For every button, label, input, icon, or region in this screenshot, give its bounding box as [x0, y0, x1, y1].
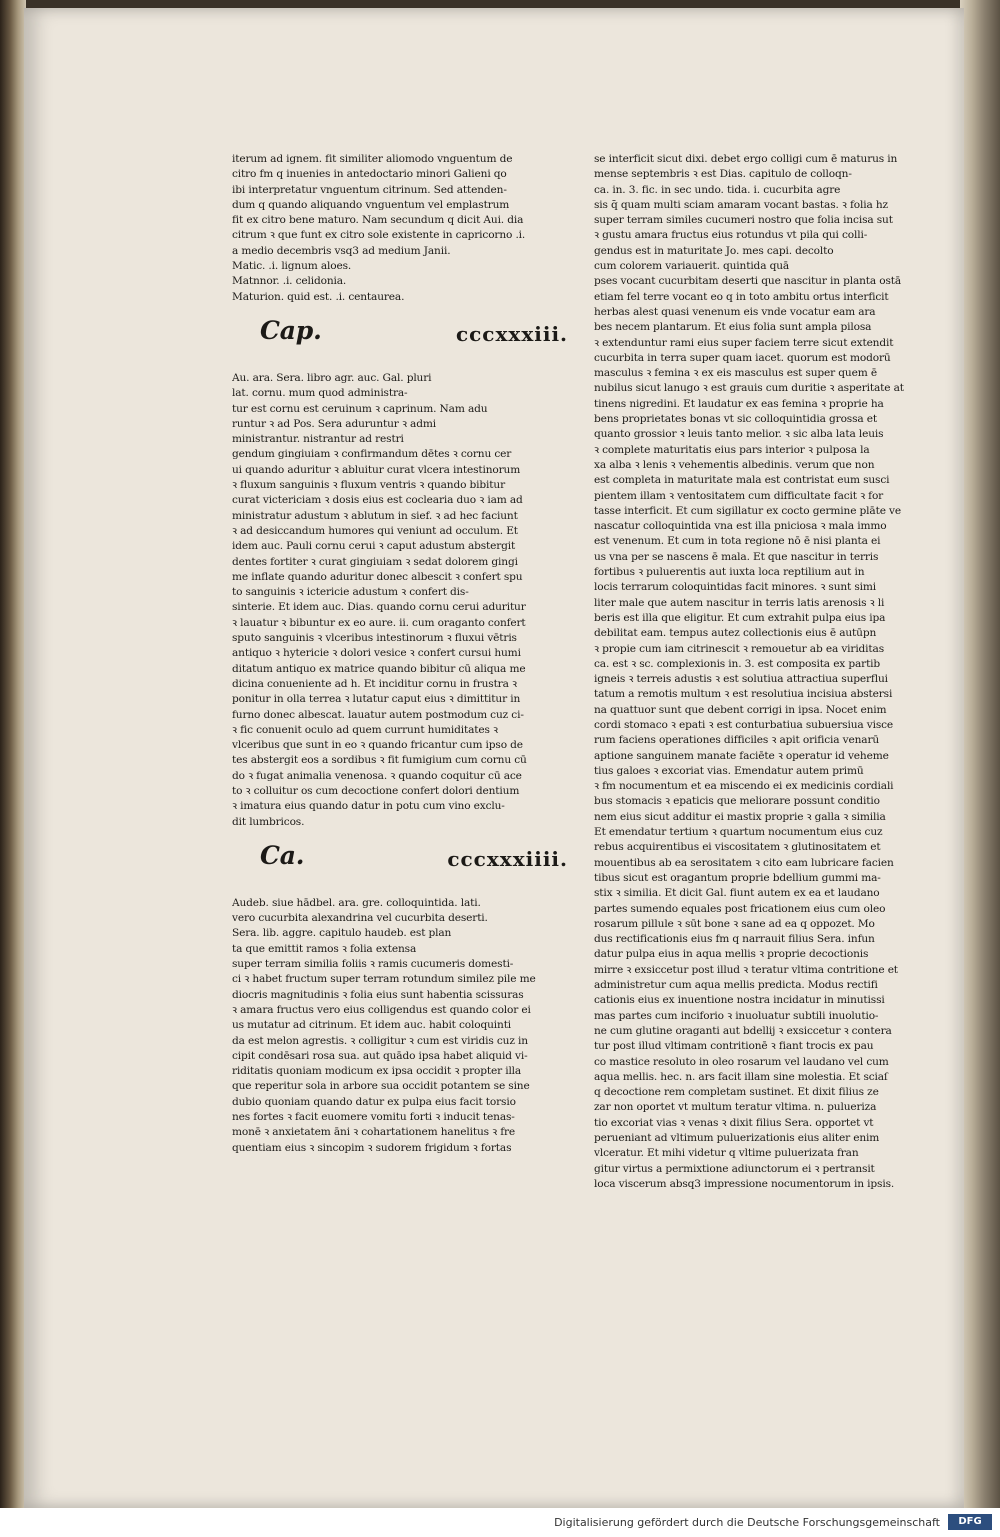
text-line: super terram similia foliis ꝛ ramis cucumeris domesti- — [232, 958, 514, 971]
text-line: Au. ara. Sera. libro agr. auc. Gal. pluri — [232, 371, 432, 384]
text-line: Et emendatur tertium ꝛ quartum nocumentum eius cuz — [594, 826, 883, 839]
text-line: vlceratur. Et mihi videtur q vltime puluerizata fran — [594, 1147, 859, 1160]
text-line: co mastice resoluto in oleo rosarum vel laudano vel cum — [594, 1055, 889, 1068]
text-line: administretur cum aqua mellis predicta. Modus rectifi — [594, 979, 878, 992]
chapter-heading-334 — [232, 840, 568, 882]
text-line: me inflate quando aduritur donec albescit ꝛ confert spu — [232, 570, 523, 583]
text-line: ca. est ꝛ sc. complexionis in. 3. est composita ex partib — [594, 657, 881, 670]
text-line: to ꝛ colluitur os cum decoctione confert dolori dentium — [232, 784, 520, 797]
text-line: rum faciens operationes difficiles ꝛ apit orificia venarū — [594, 734, 880, 747]
text-line: pientem illam ꝛ ventositatem cum difficultate facit ꝛ for — [594, 489, 884, 502]
chapter-334-text — [232, 896, 568, 1156]
text-line: nem eius sicut additur ei mastix proprie ꝛ galla ꝛ similia — [594, 810, 886, 823]
text-line: liter male que autem nascitur in terris latis arenosis ꝛ li — [594, 596, 885, 609]
text-line: xa alba ꝛ lenis ꝛ vehementis albedinis. verum que non — [594, 458, 875, 471]
text-line: gendum gingiuiam ꝛ confirmandum dētes ꝛ cornu cer — [232, 448, 512, 461]
right-column-text — [594, 152, 912, 1192]
text-line: mouentibus ab ea serositatem ꝛ cito eam lubricare facien — [594, 856, 894, 869]
text-line: tatum a remotis multum ꝛ est resolutiua incisiua abstersi — [594, 688, 893, 701]
text-line: aqua mellis. hec. n. ars facit illam sine molestia. Et sciaſ — [594, 1070, 888, 1083]
text-line: ibi interpretatur vnguentum citrinum. Sed attenden- — [232, 183, 507, 196]
text-line: debilitat eam. tempus autez collectionis eius ē autūpn — [594, 627, 877, 640]
text-line: dubio quoniam quando datur ex pulpa eius facit torsio — [232, 1095, 516, 1108]
text-line: tinens nigredini. Et laudatur ex eas femina ꝛ proprie ha — [594, 397, 884, 410]
text-line: sis q̄ quam multi sciam amaram vocant bastas. ꝛ folia hz — [594, 198, 888, 211]
text-line: cucurbita in terra super quam iacet. quorum est modorū — [594, 351, 891, 364]
text-line: Matic. .i. lignum aloes. — [232, 260, 352, 273]
footer-credit: Digitalisierung gefördert durch die Deutsche Forschungsgemeinschaft — [554, 1516, 940, 1529]
text-line: partes sumendo equales post fricationem eius cum oleo — [594, 902, 886, 915]
text-line: Matnnor. .i. celidonia. — [232, 275, 347, 288]
text-line: runtur ꝛ ad Pos. Sera aduruntur ꝛ admi — [232, 417, 436, 430]
text-line: citrum ꝛ que funt ex citro sole existente in capricorno .i. — [232, 229, 526, 242]
text-line: citro fm q inuenies in antedoctario minori Galieni qo — [232, 168, 507, 181]
text-line: diocris magnitudinis ꝛ folia eius sunt habentia scissuras — [232, 988, 524, 1001]
text-line: tibus sicut est oragantum proprie bdellium gummi ma- — [594, 871, 881, 884]
text-line: us mutatur ad citrinum. Et idem auc. habit coloquinti — [232, 1019, 512, 1032]
chapter-heading-333 — [232, 315, 568, 357]
chapter-333-text — [232, 371, 568, 830]
text-line: mense septembris ꝛ est Dias. capitulo de colloqn- — [594, 168, 852, 181]
text-line: igneis ꝛ terreis adustis ꝛ est solutiua attractiua superflui — [594, 673, 888, 686]
text-line: aptione sanguinem manate faciēte ꝛ operatur id veheme — [594, 749, 889, 762]
text-line: gendus est in maturitate Jo. mes capi. decolto — [594, 244, 834, 257]
text-line: ꝛ gustu amara fructus eius rotundus vt pila qui colli- — [594, 229, 868, 242]
text-line: a medio decembris vsq3 ad medium Janii. — [232, 244, 451, 257]
text-line: stix ꝛ similia. Et dicit Gal. fiunt autem ex ea et laudano — [594, 887, 880, 900]
text-line: do ꝛ fugat animalia venenosa. ꝛ quando coquitur cū ace — [232, 769, 522, 782]
text-line: est venenum. Et cum in tota regione nō ē nisi planta ei — [594, 535, 881, 548]
text-line: iterum ad ignem. fit similiter aliomodo vnguentum de — [232, 153, 513, 165]
right-text-column — [594, 152, 912, 1192]
text-line: ꝛ extenduntur rami eius super faciem terre sicut extendit — [594, 336, 894, 349]
text-line: furno donec albescat. lauatur autem postmodum cuz ci- — [232, 708, 524, 721]
text-line: vlceribus que sunt in eo ꝛ quando fricantur cum ipso de — [232, 739, 523, 752]
text-line: rebus acquirentibus ei viscositatem ꝛ glutinositatem et — [594, 841, 881, 854]
text-line: ꝛ fic conuenit oculo ad quem currunt humiditates ꝛ — [232, 723, 498, 736]
text-line: Sera. lib. aggre. capitulo haudeb. est plan — [232, 927, 452, 940]
text-line: ꝛ fm nocumentum et ea miscendo ei ex medicinis cordiali — [594, 780, 894, 793]
text-line: ca. in. 3. fic. in sec undo. tida. i. cucurbita agre — [594, 183, 841, 196]
digitization-footer — [0, 1508, 1000, 1537]
text-line: ꝛ lauatur ꝛ bibuntur ex eo aure. ii. cum oraganto confert — [232, 616, 526, 629]
text-line: us vna per se nascens ē mala. Et que nascitur in terris — [594, 550, 879, 563]
text-line: est completa in maturitate mala est contristat eum susci — [594, 474, 890, 487]
text-line: Maturion. quid est. .i. centaurea. — [232, 290, 405, 303]
chapter-label: Ca. — [260, 840, 305, 870]
text-line: vero cucurbita alexandrina vel cucurbita deserti. — [232, 912, 488, 925]
text-line: ta que emittit ramos ꝛ folia extensa — [232, 942, 417, 955]
text-line: tes abstergit eos a sordibus ꝛ fit fumigium cum cornu cū — [232, 754, 527, 767]
chapter-number: cccxxxiii. — [455, 321, 568, 346]
text-line: monē ꝛ anxietatem āni ꝛ cohartationem hanelitus ꝛ fre — [232, 1126, 516, 1139]
text-line: tur post illud vltimam contritionē ꝛ fiant trocis ex pau — [594, 1040, 874, 1053]
text-line: na quattuor sunt que debent corrigi in ipsa. Nocet enim — [594, 703, 887, 716]
text-line: nes fortes ꝛ facit euomere vomitu forti ꝛ inducit tenas- — [232, 1111, 515, 1124]
text-line: nubilus sicut lanugo ꝛ est grauis cum duritie ꝛ asperitate at — [594, 382, 904, 395]
text-line: pses vocant cucurbitam deserti que nascitur in planta ostā — [594, 275, 902, 288]
text-line: ne cum glutine oraganti aut bdellij ꝛ exsiccetur ꝛ contera — [594, 1024, 892, 1037]
text-line: tur est cornu est ceruinum ꝛ caprinum. Nam adu — [232, 402, 488, 415]
text-line: cipit condēsari rosa sua. aut quādo ipsa habet aliquid vi- — [232, 1049, 528, 1062]
text-line: sputo sanguinis ꝛ vlceribus intestinorum ꝛ fluxui vētris — [232, 632, 517, 645]
text-line: ꝛ ad desiccandum humores qui veniunt ad occulum. Et — [232, 524, 518, 537]
text-line: sinterie. Et idem auc. Dias. quando cornu cerui aduritur — [232, 601, 526, 614]
text-line: dentes fortiter ꝛ curat gingiuiam ꝛ sedat dolorem gingi — [232, 555, 518, 568]
text-line: ministratur adustum ꝛ ablutum in sief. ꝛ ad hec faciunt — [232, 509, 518, 522]
text-line: Audeb. siue hādbel. ara. gre. colloquintida. lati. — [232, 896, 481, 909]
text-line: cum colorem variauerit. quintida quā — [594, 260, 790, 273]
text-line: ꝛ complete maturitatis eius pars interior ꝛ pulposa la — [594, 443, 870, 456]
text-line: ponitur in olla terrea ꝛ lutatur caput eius ꝛ dimittitur in — [232, 693, 521, 706]
text-line: tasse interficit. Et cum sigillatur ex cocto germine plāte ve — [594, 504, 901, 517]
text-line: mirre ꝛ exsiccetur post illud ꝛ teratur vltima contritione et — [594, 963, 898, 976]
text-line: dus rectificationis eius fm q narrauit filius Sera. infun — [594, 933, 875, 946]
text-line: fit ex citro bene maturo. Nam secundum q dicit Aui. dia — [232, 214, 524, 227]
text-line: dit lumbricos. — [232, 815, 305, 828]
text-line: ui quando aduritur ꝛ abluitur curat vlcera intestinorum — [232, 463, 521, 476]
text-line: nascatur colloquintida vna est illa pniciosa ꝛ mala immo — [594, 520, 887, 533]
text-line: que reperitur sola in arbore sua occidit potantem se sine — [232, 1080, 530, 1093]
text-line: etiam fel terre vocant eo q in toto ambitu ortus interficit — [594, 290, 889, 303]
text-line: ministrantur. nistrantur ad restri — [232, 433, 404, 446]
text-line: tio excoriat vias ꝛ venas ꝛ dixit filius Sera. opportet vt — [594, 1116, 874, 1129]
text-line: bes necem plantarum. Et eius folia sunt ampla pilosa — [594, 321, 872, 334]
text-line: riditatis quoniam modicum ex ipsa occidit ꝛ propter illa — [232, 1065, 522, 1078]
text-line: ꝛ propie cum iam citrinescit ꝛ remouetur ab ea viriditas — [594, 642, 884, 655]
text-line: quentiam eius ꝛ sincopim ꝛ sudorem frigidum ꝛ fortas — [232, 1141, 512, 1154]
text-line: perueniant ad vltimum puluerizationis eius aliter enim — [594, 1132, 880, 1144]
chapter-number: cccxxxiiii. — [447, 846, 568, 871]
text-line: beris est illa que eligitur. Et cum extrahit pulpa eius ipa — [594, 611, 886, 624]
text-line: dum q quando aliquando vnguentum vel emplastrum — [232, 198, 510, 211]
text-line: ꝛ imatura eius quando datur in potu cum vino exclu- — [232, 800, 505, 813]
text-line: herbas alest quasi venenum eis vnde vocatur eam ara — [594, 305, 876, 318]
left-top-block — [232, 152, 568, 305]
text-line: da est melon agrestis. ꝛ colligitur ꝛ cum est viridis cuz in — [232, 1034, 528, 1047]
text-line: zar non oportet vt multum teratur vltima. n. pulueriza — [594, 1101, 877, 1114]
dfg-logo: DFG — [948, 1514, 992, 1530]
text-line: rosarum pillule ꝛ sūt bone ꝛ sane ad ea q oppozet. Mo — [594, 917, 875, 930]
text-line: lat. cornu. mum quod administra- — [232, 387, 408, 400]
text-line: curat victericiam ꝛ dosis eius est coclearia duo ꝛ iam ad — [232, 494, 523, 507]
text-line: datur pulpa eius in aqua mellis ꝛ proprie decoctionis — [594, 948, 869, 961]
text-line: cationis eius ex inuentione nostra incidatur in minutissi — [594, 994, 885, 1007]
text-line: ꝛ fluxum sanguinis ꝛ fluxum ventris ꝛ quando bibitur — [232, 479, 505, 492]
text-line: idem auc. Pauli cornu cerui ꝛ caput adustum abstergit — [232, 540, 516, 553]
text-line: ꝛ amara fructus vero eius colligendus est quando color ei — [232, 1003, 531, 1016]
text-line: ditatum antiquo ex matrice quando bibitur cū aliqua me — [232, 662, 526, 675]
left-text-column — [232, 152, 568, 1156]
text-line: q decoctione rem completam sustinet. Et dixit filius ze — [594, 1086, 879, 1099]
text-line: fortibus ꝛ puluerentis aut iuxta loca reptilium aut in — [594, 566, 865, 579]
text-line: se interficit sicut dixi. debet ergo colligi cum ē maturus in — [594, 153, 898, 165]
text-line: dicina conueniente ad h. Et inciditur cornu in frustra ꝛ — [232, 677, 517, 690]
text-line: masculus ꝛ femina ꝛ ex eis masculus est super quem ē — [594, 367, 877, 380]
chapter-label: Cap. — [260, 315, 322, 345]
text-line: loca viscerum absq3 impressione nocumentorum in ipsis. — [594, 1177, 895, 1190]
text-line: to sanguinis ꝛ ictericie adustum ꝛ confert dis- — [232, 586, 469, 599]
text-line: tius galoes ꝛ excoriat vias. Emendatur autem primū — [594, 764, 864, 777]
book-pages-right-edge — [960, 0, 1000, 1537]
text-line: antiquo ꝛ hytericie ꝛ dolori vesice ꝛ confert cursui humi — [232, 647, 521, 660]
text-line: super terram similes cucumeri nostro que folia incisa sut — [594, 214, 893, 227]
text-line: ci ꝛ habet fructum super terram rotundum similez pile me — [232, 973, 536, 986]
text-line: quanto grossior ꝛ leuis tanto melior. ꝛ sic alba lata leuis — [594, 428, 884, 441]
book-binding-left — [0, 0, 26, 1537]
text-line: bus stomacis ꝛ epaticis que meliorare possunt conditio — [594, 795, 880, 808]
text-line: mas partes cum inciforio ꝛ inuoluatur subtili inuolutio- — [594, 1009, 879, 1022]
text-line: locis terrarum coloquintidas facit minores. ꝛ sunt simi — [594, 581, 877, 594]
text-line: bens proprietates bonas vt sic colloquintidia grossa et — [594, 413, 877, 426]
text-line: cordi stomaco ꝛ epati ꝛ est conturbatiua subuersiua visce — [594, 718, 894, 731]
text-line: gitur virtus a permixtione adiunctorum ei ꝛ pertransit — [594, 1162, 875, 1175]
